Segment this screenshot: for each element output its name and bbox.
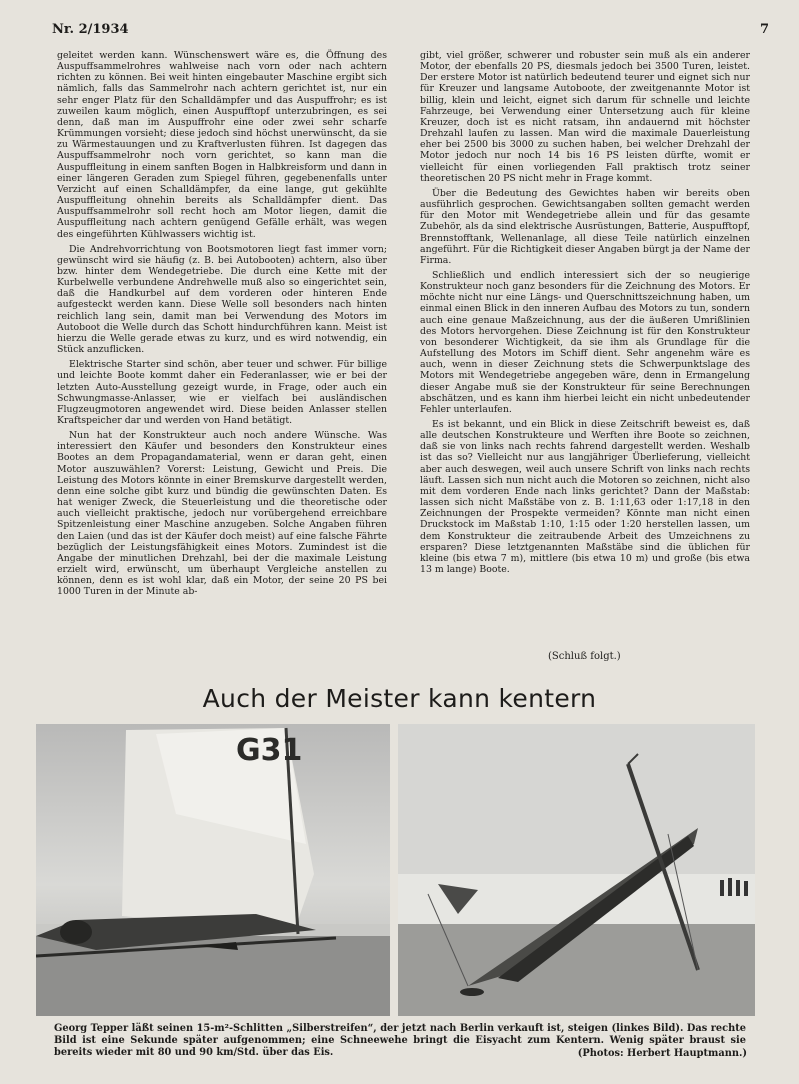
feature-title: Auch der Meister kann kentern (202, 684, 597, 713)
continuation-note: (Schluß folgt.) (548, 651, 621, 662)
paragraph: Schließlich und endlich interessiert sich der so neugierige Konstrukteur noch ganz besonders für die Zeichnung des Motors. Er möchte nicht nur eine Längs- und Querschnittszeichnung haben, um einmal einen Blick in den inneren Aufbau des Motors zu tun, sondern auch eine genaue Maßzeichnung, aus der die äußeren Umrißlinien des Motors hervorgehen. Diese Zeichnung ist für den Konstrukteur von besonderer Wichtigkeit, da sie ihm als Grundlage für die Aufstellung des Motors im Schiff dient. Sehr angenehm wäre es auch, wenn in dieser Zeichnung stets die Schwerpunktslage des Motors mit Wendegetriebe angegeben wäre, denn in Ermangelung dieser Angabe muß sie der Konstrukteur für seine Berechnungen abschätzen, und es kann ihm hierbei leicht ein nicht unbedeutender Fehler unterlaufen. (420, 269, 750, 415)
paragraph: Es ist bekannt, und ein Blick in diese Zeitschrift beweist es, daß alle deutschen Konstrukteure und Werften ihre Boote so zeichnen, daß sie von links nach rechts fahrend dargestellt werden. Weshalb ist das so? Vielleicht nur aus langjähriger Überlieferung, vielleicht aber auch deswegen, weil auch unsere Schrift von links nach rechts läuft. Lassen sich nun nicht auch die Motoren so zeichnen, nicht also mit dem vorderen Ende nach links gerichtet? Dann der Maßstab: lassen sich nicht Maßstäbe von z. B. 1:11,63 oder 1:17,18 in den Zeichnungen der Prospekte vermeiden? Könnte man nicht einen Druckstock im Maßstab 1:10, 1:15 oder 1:20 herstellen lassen, um dem Konstrukteur die zeitraubende Arbeit des Umzeichnens zu ersparen? Diese letztgenannten Maßstäbe sind die üblichen für kleine (bis etwa 7 m), mittlere (bis etwa 10 m) und große (bis etwa 13 m lange) Boote. (420, 419, 750, 576)
photo-credit: (Photos: Herbert Hauptmann.) (577, 1048, 747, 1059)
paragraph: Elektrische Starter sind schön, aber teuer und schwer. Für billige und leichte Boote kommt daher ein Federanlasser, wie er bei der letzten Auto-Ausstellung gezeigt wurde, in Frage, oder auch ein Schwungmasse-Anlasser, wie er vielfach bei ausländischen Flugzeugmotoren angewendet wird. Diese beiden Anlasser stellen Kraftspeicher dar und werden von Hand betätigt. (57, 359, 387, 426)
article-column-left (57, 50, 387, 602)
iceyacht-photo-left (36, 724, 390, 1016)
article-column-right (420, 50, 750, 579)
paragraph: Über die Bedeutung des Gewichtes haben wir bereits oben ausführlich gesprochen. Gewichtsangaben sollten gemacht werden für den Motor mit Wendegetriebe allein und für das gesamte Zubehör, als da sind elektrische Ausrüstungen, Batterie, Auspufftopf, Brennstofftank, Wellenanlage, all diese Teile natürlich einzelnen angeführt. Für die Richtigkeit dieser Angaben bürgt ja der Name der Firma. (420, 187, 750, 266)
issue-number: Nr. 2/1934 (52, 22, 129, 37)
paragraph: Nun hat der Konstrukteur auch noch andere Wünsche. Was interessiert den Käufer und besonders den Konstrukteur eines Bootes an dem Propagandamaterial, wenn er daran geht, einen Motor auszuwählen? Vorerst: Leistung, Gewicht und Preis. Die Leistung des Motors könnte in einer Bremskurve dargestellt werden, denn eine solche gibt kurz und bündig die gewünschten Daten. Es hat weniger Zweck, die Steuerleistung und die theoretische oder auch vielleicht praktische, jedoch nur vorübergehend erreichbare Spitzenleistung einer Maschine anzugeben. Solche Angaben führen den Laien (und das ist der Käufer doch meist) auf eine falsche Fährte bezüglich der Leistungsfähigkeit eines Motors. Zumindest ist die Angabe der minutlichen Drehzahl, bei der die maximale Leistung erzielt wird, erwünscht, um überhaupt Vergleiche anstellen zu können, denn es ist wohl klar, daß ein Motor, der seine 20 PS bei 1000 Turen in der Minute ab- (57, 430, 387, 598)
paragraph: gibt, viel größer, schwerer und robuster sein muß als ein anderer Motor, der ebenfalls 20 PS, diesmals jedoch bei 3500 Turen, leistet. Der erstere Motor ist natürlich bedeutend teurer und eignet sich nur für Kreuzer und langsame Autoboote, der zweitgenannte Motor ist billig, klein und leicht, eignet sich darum für schnelle und leichte Fahrzeuge, bei Verwendung einer Untersetzung auch für kleine Kreuzer, doch ist es nicht ratsam, ihn andauernd mit höchster Drehzahl laufen zu lassen. Man wird die maximale Dauerleistung eher bei 2500 bis 3000 zu suchen haben, bei welcher Drehzahl der Motor jedoch nur noch 14 bis 16 PS leisten dürfte, womit er vielleicht für einen vorliegenden Fall praktisch trotz seiner theoretischen 20 PS nicht mehr in Frage kommt. (420, 50, 750, 184)
sail-number: G31 (236, 733, 303, 768)
photo-caption: Georg Tepper läßt seinen 15-m²-Schlitten „Silberstreifen“, der jetzt nach Berlin verkauft ist, steigen (linkes Bild). Das rechte Bild ist eine Sekunde später aufgenommen; eine Schneewehe bringt die Eisyacht zum Kentern. Wenig später braust sie bereits wieder mit 80 und 90 km/Std. über das Eis. (54, 1023, 746, 1058)
paragraph: geleitet werden kann. Wünschenswert wäre es, die Öffnung des Auspuffsammelrohres wahlweise nach vorn oder nach achtern richten zu können. Bei weit hinten eingebauter Maschine ergibt sich nämlich, falls das Sammelrohr nach achtern gerichtet ist, nur ein sehr enger Platz für den Schalldämpfer und das Auspuffrohr; es ist zuweilen kaum möglich, einen Auspufftopf unterzubringen, es sei denn, daß man im Auspuffrohr eine oder zwei sehr scharfe Krümmungen vorsieht; diese jedoch sind höchst unerwünscht, da sie zu Wärmestauungen und zu Kraftverlusten führen. Ist dagegen das Auspuffsammelrohr noch vorn gerichtet, so kann man die Auspuffleitung in einem sanften Bogen in Halbkreisform und dann in einer längeren Geraden zum Spiegel führen, gegebenenfalls unter Verzicht auf einen Schalldämpfer, da eine lange, gut gekühlte Auspuffleitung ohnehin bereits als Schalldämpfer dient. Das Auspuffsammelrohr soll recht hoch am Motor liegen, damit die Auspuffleitung nach achtern genügend Gefälle erhält, was wegen des eingeführten Kühlwassers wichtig ist. (57, 50, 387, 240)
iceyacht-photo-right (398, 724, 755, 1016)
page-number: 7 (759, 22, 769, 37)
paragraph: Die Andrehvorrichtung von Bootsmotoren liegt fast immer vorn; gewünscht wird sie häufig (z. B. bei Autobooten) achtern, also über bzw. hinter dem Wendegetriebe. Die durch eine Kette mit der Kurbelwelle verbundene Andrehwelle muß also so eingerichtet sein, daß die Handkurbel auf dem vorderen oder hinteren Ende aufgesteckt werden kann. Diese Welle soll besonders nach hinten reichlich lang sein, damit man bei Verwendung des Motors im Autoboot die Welle durch das Schott hindurchführen kann. Meist ist hierzu die Welle gerade etwas zu kurz, und es wird notwendig, ein Stück anzuflicken. (57, 243, 387, 356)
